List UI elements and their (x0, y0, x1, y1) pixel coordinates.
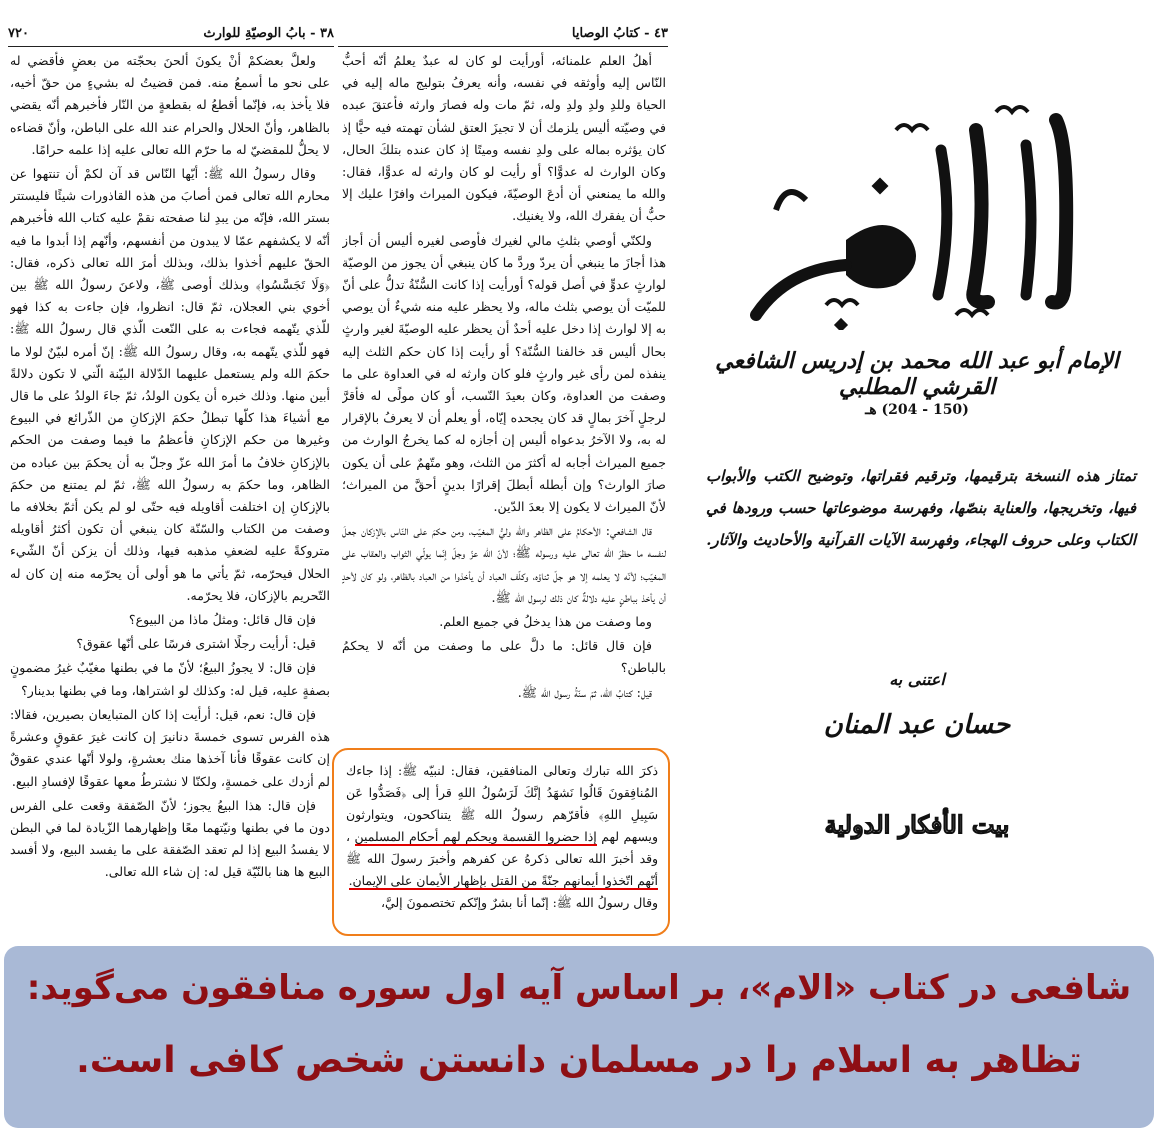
paragraph: فإن قال: لا يجوزُ البيعُ؛ لأنّ ما في بطنها مغيّبٌ غيرُ مضمونٍ بصفةٍ عليه، قيل له: وكذلك لو اشتراها، وما في بطنها بدينار؟ (10, 660, 330, 698)
page-number: ٧٢٠ (8, 25, 29, 41)
author-name: الإمام أبو عبد الله محمد بن إدريس الشافعي القرشي المطلبي (715, 348, 1119, 400)
paragraph: فإن قال قائل: ومثلُ ماذا من البيوع؟ (128, 612, 316, 628)
passage-text: ذكرَ الله تبارك وتعالى المنافقين، فقال: لنبيّه ﷺ: إذا جاءك المُنافِقونَ قَالُوا نَشهَدُ إنَّكَ لَرَسُولُ اللهِ قرأ إلى ﴿فَصَدُّوا عَن سَبِيلِ اللهِ﴾ فأقرّهم رسولُ الله ﷺ يتناكحون، ويتوارثون ويسهم لهم (346, 763, 658, 844)
passage-text: ، وقد أخبرَ الله تعالى ذكرهُ عن كفرهم وأخبرَ رسولَ الله ﷺ (346, 829, 658, 866)
chapter-header: ٤٣ - كتابُ الوصايا (571, 25, 668, 41)
paragraph: أهلُ العلم علمنائه، أورأيت لو كان له عبدٌ يعلمُ أنّه أحبُّ النّاس إليه وأوثقه في نفسه، وأنه يعرفُ بتوليج ماله إليه في الحياة وللدِ ولدِ ولدِ وله، ثمّ مات وله فصارَ وارثه فأعتقَ عبده في وصيّته أليس يلزمك أن لا تجيزَ العتق لشأن تهمته فيه حيًّا إذ كان يؤثره بماله على ولدِ نفسه وميتًا إذ كان عنده بتلكَ الحال، وكان الوارث له عدوًّا؟ أو رأيت لو كان وارثه له عدوًّا، فقال: والله ما يمنعني أن أدعَ الوصيّةَ، فيكون الميراث وافرًا عليك إلا حبُّ أن يفقرك الله، ولا يغنيك. (342, 53, 666, 224)
calligraphic-title (726, 90, 1116, 330)
caption-panel (4, 946, 1154, 1128)
editor-name: حسان عبد المنان (823, 710, 1011, 740)
paragraph: فإن قال قائل: ما دلَّ على ما وصفت من أنّه لا يحكمُ بالباطن؟ (342, 638, 666, 676)
underlined-phrase: إذا حضروا القسمة ويحكم لهم أحكام المسلمين (354, 829, 597, 844)
page-header-left (8, 22, 334, 44)
highlighted-passage (346, 760, 658, 928)
paragraph: فإن قال: هذا البيعُ يجوز؛ لأنّ الصّفقة وقعت على الفرس دون ما في بطنها ونيّتهما معًا وإظهارهما الزّيادة لما في البطن لا يفسدُ البيع إذا لم تعقد الصّفقة على ما يفسد البيع، ولا أفسد البيع ها هنا بالنّيّة قيل له: إن شاء الله تعالى. (10, 797, 330, 880)
header-rule-left (8, 46, 334, 47)
passage-text: وقال رسولُ الله ﷺ: إنّما أنا بشرٌ وإنّكم تختصمونَ إليَّ، (381, 895, 658, 910)
caption-line-2: تظاهر به اسلام را در مسلمان دانستن شخص کافی است. (76, 1040, 1082, 1081)
header-rule-right (338, 46, 668, 47)
editor-label: اعتنى به (889, 670, 945, 689)
author-dates: (150 - 204) هـ (865, 402, 969, 418)
edition-description: تمتاز هذه النسخة بترقيمها، وترقيم فقراتها، وتوضيح الكتب والأبواب فيها، وتخريجها، والعناية بنصّها، وفهرسة موضوعاتها حسب ورودها في الكتاب وعلى حروف الهجاء، وفهرسة الآيات القرآنية والأحاديث والآثار. (706, 467, 1136, 549)
book-cover (686, 50, 1148, 930)
paragraph: قيل: كتابُ الله، ثمّ سنّةُ رسول الله ﷺ. (517, 684, 652, 700)
paragraph: قال الشافعي: الأحكامُ على الظاهر والله وليُّ المغيّب، ومن حكمَ على النّاس بالإزكان جعلَ لنفسه ما حظرَ الله تعالى عليه ورسوله ﷺ؛ لأنّ الله عزّ وجلّ إنّما يولّي الثواب والعقاب على المغيّب؛ لأنّه لا يعلمه إلا هو جلّ ثناؤه، وكلّف العباد أن يأخذوا من العباد بالظاهر، ولو كان لأحدٍ أن يأخذ بباطنٍ عليه دلالةٌ كان ذلك لرسول الله ﷺ. (342, 523, 666, 605)
paragraph: وقال رسولُ الله ﷺ: أيّها النّاس قد آن لكمْ أن تنتهوا عن محارم الله تعالى فمن أصابَ من هذه القاذورات شيئًا فليستتر بستر الله، فإنّه من يبدِ لنا صفحته نقمْ عليه كتاب الله فأخبرهم أنّه لا يكشفهم عمّا لا يبدون من أنفسهم، وأنّهم إذا أبدوا ما فيه الحقّ عليهم أخذوا بذلك، وبذلك أمرَ الله تعالى ذكره، فقال: ﴿وَلَا تَجَسَّسُوا﴾ وبذلك أوصى ﷺ، ولاعنَ رسولُ الله ﷺ بين أخوي بني العجلان، ثمّ قال: انظروا، فإن جاءت به كذا فهو للّذي يتّهمه فجاءت به على النّعت الّذي قال رسولُ الله ﷺ: فهو للّذي يتّهمه به، وقال رسولُ الله ﷺ: إنّ أمره لبيّنٌ لولا ما حكمَ الله ولم يستعمل عليهما الدّلالة البيّنة الّتي لا تكون دلالةً أبين منها. وذلك خبره أن يكون الولدُ، ثمّ جاءَ الولدُ على ما قال مع أشياءَ هذا كلّها تبطلُ حكمَ الإزكانِ من الذّرائع في البيوع وغيرها من حكم الإزكانِ فأعظمُ ما فيما وصفت من الحكم بالإزكانِ خلافُ ما أمرَ الله عزّ وجلّ به أن يحكمَ بين عباده من الظاهر، وما حكمَ به رسولُ الله ﷺ، ثمّ لم يمتنع من حكمَ بالإزكانِ إن اختلفت أقاويله فيه حتّى لو لم يكن أثمّ بخلافه ما وصفت من الكتاب والسّنّة كان ينبغي أن تكون أكثرُ أقاويله متروكةً عليه لضعفِ مذهبه فيها، وذلك أن يزكن أنّ الشّيء الحلال فيحرّمه، ثمّ يأتي ما هو أولى أن يحرّمه منه إن كان له التّحريم بالإزكان، فلا يحرّمه. (10, 166, 330, 603)
right-text-column (342, 50, 666, 750)
paragraph: فإن قال: نعم، قيل: أرأيت إذا كان المتبايعان بصيرين، فقالا: هذه الفرس تسوى خمسةَ دنانيرَ إن كانت غيرَ عقوقٍ وعشرةً إن كانت عقوقًا فأنا آخذها منك بعشرةٍ، ولولا أنّها عندي عقوقٌ لم أزدك على خمسةٍ، ولكنّا لا نشترطُ معها عقوقًا لإفسادِ البيع. (10, 706, 330, 789)
caption-line-1: شافعی در کتاب «الام»، بر اساس آیه اول سوره منافقون می‌گوید: (26, 968, 1132, 1008)
paragraph: ولكنّي أوصي بثلثِ مالي لغيرك فأوصى لغيره أليس أن أجاز هذا أجازَ ما ينبغي أن يردّ وردَّ ما كان ينبغي أن يجوز من الوصيّة لوارثٍ عدوٍّ في أصل قوله؟ أورأيت إذا كانت السُّنّةُ تدلُّ على أنّ للميّت أن يوصي بثلث ماله، ولا يحظر عليه منه شيءٌ أن يوصي به إلا لوارث إذا دخل عليه أحدٌ أن يحظر عليه الوصيّةَ لغير وارثٍ بحال أليس قد خالفنا السُّنّة؟ أو رأيت إذا كان حكم الثلث إليه ينفذه لمن رأى غير وارثٍ فلو كان وارثه له في العداوة على ما وصفت من العداوة، وكان بعيدَ النّسب، أو كان مولًى له فأقرَّ لرجلٍ آخرَ بمالٍ قد كان يجحده إيّاه، أو يعلم أن لا يعرفُ بالإقرار له به، ولا الآخرُ بدعواه أليس إن أجازه له كما يخرجُ الوارث من جميع الميراث أجابه له أكثرَ من الثلث، وهو متّهمٌ على أن يكون صارَ الوارث؟ وإن أبطله أبطلَ إقرارًا بدينٍ أحقَّ من الميراث؛ لأنّ الميراث لا يكون إلا بعدَ الدّين. (342, 232, 666, 515)
paragraph: ولعلَّ بعضكمْ أنْ يكونَ ألحنَ بحجّته من بعضٍ فأقضي له على نحو ما أسمعُ منه. فمن قضيتُ له بشيءٍ من حقّ أخيه، فلا يأخذ به، فإنّما أقطعُ له بقطعةٍ من النّار فأخبرهم أنّه يقضي بالظاهر، وأنّ الحلال والحرام عند الله على الباطن، وأنّ قضاءه لا يحلُّ للمقضيّ له ما حرّم الله تعالى عليه إذا علمه حرامًا. (10, 53, 330, 157)
page-header-right (338, 22, 668, 44)
left-text-column (10, 50, 330, 920)
section-header: ٣٨ - بابُ الوصيّةِ للوارث (203, 25, 334, 41)
paragraph: قيل: أرأيت رجلًا اشترى فرسًا على أنّها عقوق؟ (76, 636, 316, 652)
paragraph: وما وصفت من هذا يدخلُ في جميع العلم. (439, 614, 652, 630)
title-text: الأم (726, 90, 728, 91)
publisher-name: بيت الأفكار الدولية (824, 810, 1010, 839)
underlined-phrase: أنّهم اتّخذوا أيمانهم جنّةً من القتل بإظهار الأيمان على الإيمان. (348, 873, 658, 888)
